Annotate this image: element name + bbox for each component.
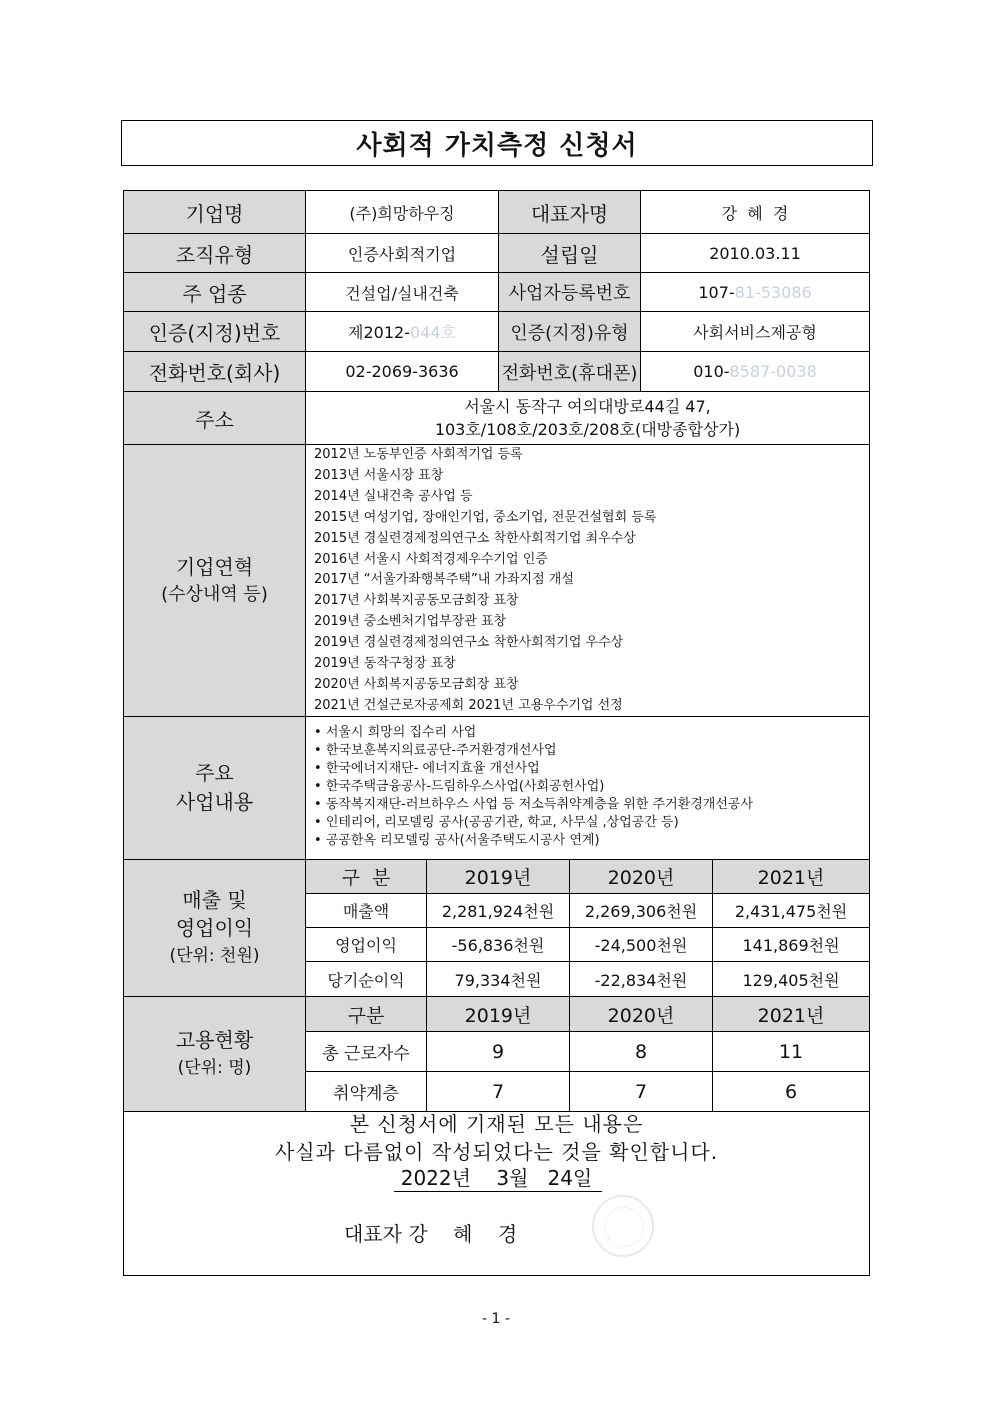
value-address bbox=[306, 392, 869, 444]
history-item: 2019년 중소벤처기업부장관 표창 bbox=[314, 614, 507, 630]
history-item: 2014년 실내건축 공사업 등 bbox=[314, 488, 473, 504]
confirmation-section bbox=[124, 1112, 869, 1275]
bullet-icon: • bbox=[314, 815, 326, 830]
label-sales bbox=[124, 860, 306, 996]
label-org-type: 조직유형 bbox=[124, 234, 306, 272]
business-title-1: 주요 bbox=[195, 761, 234, 785]
company-seal-stamp bbox=[592, 1195, 654, 1257]
cert-number-visible: 제2012- bbox=[348, 323, 410, 342]
business-item: • 한국에너지재단- 에너지효율 개선사업 bbox=[314, 761, 540, 776]
employment-title: 고용현황 bbox=[175, 1028, 254, 1052]
application-form bbox=[123, 190, 870, 1276]
bullet-icon: • bbox=[314, 761, 326, 776]
label-employment bbox=[124, 997, 306, 1111]
history-item: 2015년 경실련경제정의연구소 착한사회적기업 최우수상 bbox=[314, 530, 636, 546]
history-item: 2019년 경실련경제정의연구소 착한사회적기업 우수상 bbox=[314, 635, 624, 651]
confirmation-line-2: 사실과 다름없이 작성되었다는 것을 확인합니다. bbox=[274, 1140, 719, 1164]
business-item: • 한국주택금융공사-드림하우스사업(사회공헌사업) bbox=[314, 779, 605, 794]
value-business-reg-no bbox=[641, 273, 869, 311]
row-business bbox=[124, 717, 869, 860]
table-row bbox=[306, 962, 869, 996]
address-line-2: 103호/108호/203호/208호(대방종합상가) bbox=[434, 420, 741, 439]
bullet-icon: • bbox=[314, 833, 326, 848]
value-org-type: 인증사회적기업 bbox=[306, 234, 499, 272]
confirmation-date: 2022년 3월 24일 bbox=[400, 1166, 593, 1190]
row-company-name bbox=[124, 191, 869, 234]
cert-number-masked: 044호 bbox=[409, 323, 456, 342]
value-ceo-name: 강 혜 경 bbox=[721, 203, 789, 223]
page-number: - 1 - bbox=[482, 1311, 510, 1327]
value-founded-date: 2010.03.11 bbox=[709, 243, 801, 263]
history-item: 2017년 “서울가좌행복주택”내 가좌지점 개설 bbox=[314, 572, 574, 588]
label-industry: 주 업종 bbox=[124, 273, 306, 311]
row-label-net-income: 당기순이익 bbox=[306, 962, 427, 996]
table-row bbox=[306, 1072, 869, 1111]
label-company-name: 기업명 bbox=[124, 191, 306, 233]
label-ceo-name: 대표자명 bbox=[499, 191, 641, 233]
row-label-operating-profit: 영업이익 bbox=[306, 928, 427, 961]
employment-table bbox=[306, 997, 869, 1111]
total-workers-2021: 11 bbox=[778, 1040, 804, 1063]
history-item: 2016년 서울시 사회적경제우수기업 인증 bbox=[314, 551, 548, 567]
row-label-total-workers: 총 근로자수 bbox=[306, 1032, 427, 1071]
bullet-icon: • bbox=[314, 797, 326, 812]
business-item: • 동작복지재단-러브하우스 사업 등 저소득취약계층을 위한 주거환경개선공사 bbox=[314, 797, 754, 812]
sales-title-2: 영업이익 bbox=[175, 916, 254, 940]
revenue-2021: 2,431,475천원 bbox=[734, 902, 848, 921]
label-cert-number: 인증(지정)번호 bbox=[124, 312, 306, 351]
business-reg-no-visible: 107- bbox=[698, 282, 735, 302]
address-line-1: 서울시 동작구 여의대방로44길 47, bbox=[464, 397, 711, 416]
value-company-phone: 02-2069-3636 bbox=[306, 352, 499, 391]
sales-title-1: 매출 및 bbox=[182, 888, 247, 912]
bullet-icon: • bbox=[314, 725, 326, 740]
value-mobile-phone bbox=[641, 352, 869, 391]
bullet-icon: • bbox=[314, 743, 326, 758]
operating-profit-2020: -24,500천원 bbox=[570, 928, 713, 961]
business-item: • 서울시 희망의 집수리 사업 bbox=[314, 725, 477, 740]
history-item: 2020년 사회복지공동모금회장 표창 bbox=[314, 676, 519, 692]
value-industry: 건설업/실내건축 bbox=[306, 273, 499, 311]
employment-col-division: 구분 bbox=[306, 997, 427, 1031]
history-title: 기업연혁 bbox=[175, 554, 254, 579]
sales-col-2021: 2021년 bbox=[757, 867, 825, 889]
label-company-phone: 전화번호(회사) bbox=[124, 352, 306, 391]
business-title-2: 사업내용 bbox=[175, 790, 254, 814]
mobile-phone-visible: 010- bbox=[693, 362, 730, 381]
history-subtitle: (수상내역 등) bbox=[161, 583, 268, 605]
label-mobile-phone: 전화번호(휴대폰) bbox=[499, 352, 641, 391]
label-business bbox=[124, 717, 306, 859]
row-sales bbox=[124, 860, 869, 997]
mobile-phone-masked: 8587-0038 bbox=[729, 362, 817, 381]
date-underline bbox=[394, 1191, 602, 1192]
confirmation-line-1: 본 신청서에 기재된 모든 내용은 bbox=[349, 1112, 644, 1136]
sales-col-2019: 2019년 bbox=[427, 860, 570, 893]
history-item: 2021년 건설근로자공제회 2021년 고용우수기업 선정 bbox=[314, 697, 623, 713]
revenue-2020: 2,269,306천원 bbox=[570, 894, 713, 927]
row-label-vulnerable-workers: 취약계층 bbox=[306, 1072, 427, 1111]
net-income-2019: 79,334천원 bbox=[427, 962, 570, 996]
row-org-type bbox=[124, 234, 869, 273]
row-address bbox=[124, 392, 869, 445]
employment-col-2020: 2020년 bbox=[570, 997, 713, 1031]
sales-col-2020: 2020년 bbox=[570, 860, 713, 893]
row-history bbox=[124, 445, 869, 717]
sales-col-division: 구 분 bbox=[306, 860, 427, 893]
net-income-2021: 129,405천원 bbox=[742, 970, 840, 990]
history-item: 2012년 노동부인증 사회적기업 등록 bbox=[314, 447, 523, 462]
label-address: 주소 bbox=[124, 392, 306, 444]
row-label-revenue: 매출액 bbox=[306, 894, 427, 927]
value-cert-number bbox=[306, 312, 499, 351]
vulnerable-workers-2020: 7 bbox=[570, 1072, 713, 1111]
history-item: 2017년 사회복지공동모금회장 표창 bbox=[314, 593, 519, 609]
employment-header-row bbox=[306, 997, 869, 1032]
value-cert-type: 사회서비스제공형 bbox=[693, 323, 817, 342]
operating-profit-2021: 141,869천원 bbox=[742, 936, 840, 955]
history-item: 2015년 여성기업, 장애인기업, 중소기업, 전문건설협회 등록 bbox=[314, 509, 657, 525]
business-reg-no-masked: 81-53086 bbox=[734, 282, 812, 302]
vulnerable-workers-2019: 7 bbox=[427, 1072, 570, 1111]
business-item: • 한국보훈복지의료공단-주거환경개선사업 bbox=[314, 743, 557, 758]
business-item: • 인테리어, 리모델링 공사(공공기관, 학교, 사무실 ,상업공간 등) bbox=[314, 815, 679, 830]
business-item: • 공공한옥 리모델링 공사(서울주택도시공사 연계) bbox=[314, 833, 600, 848]
employment-unit: (단위: 명) bbox=[177, 1058, 252, 1078]
employment-col-2019: 2019년 bbox=[427, 997, 570, 1031]
row-industry bbox=[124, 273, 869, 312]
value-company-name: (주)희망하우징 bbox=[306, 191, 499, 233]
total-workers-2020: 8 bbox=[570, 1032, 713, 1071]
total-workers-2019: 9 bbox=[427, 1032, 570, 1071]
sales-table bbox=[306, 860, 869, 996]
revenue-2019: 2,281,924천원 bbox=[427, 894, 570, 927]
net-income-2020: -22,834천원 bbox=[570, 962, 713, 996]
label-cert-type: 인증(지정)유형 bbox=[499, 312, 641, 351]
history-item: 2019년 동작구청장 표창 bbox=[314, 656, 456, 672]
history-list bbox=[306, 445, 869, 716]
sales-unit: (단위: 천원) bbox=[169, 946, 260, 966]
label-history bbox=[124, 445, 306, 716]
vulnerable-workers-2021: 6 bbox=[784, 1080, 798, 1103]
history-item: 2013년 서울시장 표창 bbox=[314, 467, 444, 483]
table-row bbox=[306, 1032, 869, 1072]
bullet-icon: • bbox=[314, 779, 326, 794]
row-phone bbox=[124, 352, 869, 392]
table-row bbox=[306, 928, 869, 962]
signer-name: 대표자 강 혜 경 bbox=[344, 1222, 518, 1246]
sales-header-row bbox=[306, 860, 869, 894]
table-row bbox=[306, 894, 869, 928]
label-business-reg-no: 사업자등록번호 bbox=[499, 273, 641, 311]
operating-profit-2019: -56,836천원 bbox=[427, 928, 570, 961]
employment-col-2021: 2021년 bbox=[757, 1004, 825, 1027]
business-list bbox=[306, 717, 869, 859]
row-cert-number bbox=[124, 312, 869, 352]
label-founded-date: 설립일 bbox=[499, 234, 641, 272]
row-employment bbox=[124, 997, 869, 1112]
document-title: 사회적 가치측정 신청서 bbox=[121, 120, 873, 166]
